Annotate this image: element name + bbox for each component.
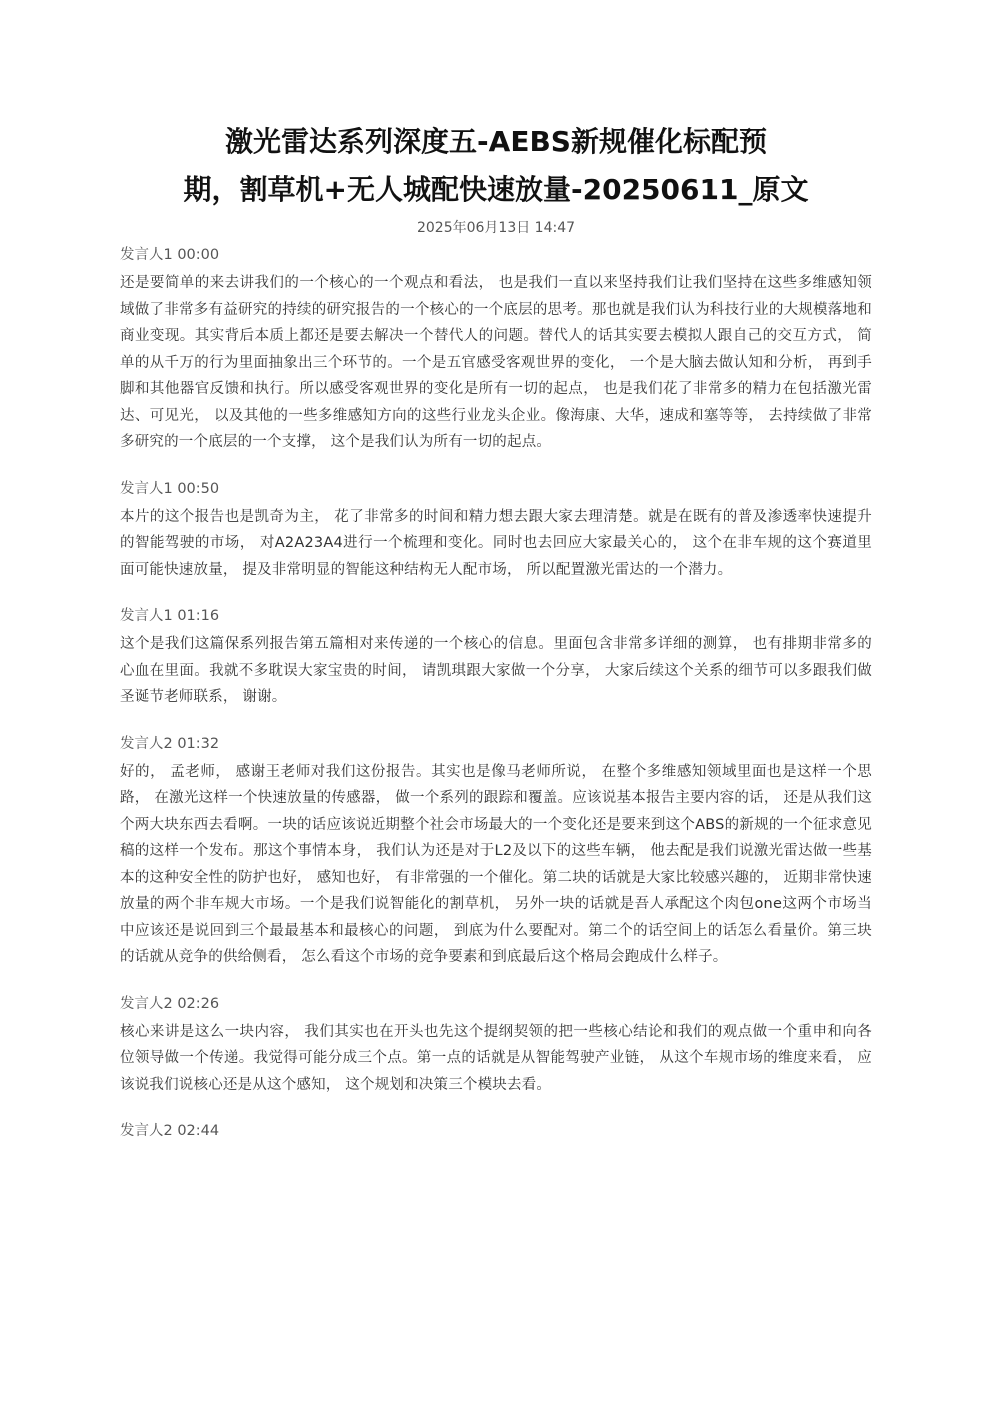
speech-text: 核心来讲是这么一块内容， 我们其实也在开头也先这个提纲契领的把一些核心结论和我们的观点做一个重申和向各位领导做一个传递。我觉得可能分成三个点。第一点的话就是从智能驾驶产业链， 从这个车规市场的维度来看， 应该说我们说核心还是从这个感知， 这个规划和决策三个模块去看。: [120, 1023, 872, 1093]
speaker-label: 发言人1 00:50: [120, 480, 220, 497]
speaker-label: 发言人1 01:16: [120, 608, 220, 624]
document-title: [120, 118, 872, 214]
speech-text: 这个是我们这篇保系列报告第五篇相对来传递的一个核心的信息。里面包含非常多详细的测算， 也有排期非常多的心血在里面。我就不多耽误大家宝贵的时间， 请凯琪跟大家做一个分享， 大家后续这个关系的细节可以多跟我们做圣诞节老师联系， 谢谢。: [120, 636, 872, 705]
speaker-label: 发言人1 00:00: [120, 247, 220, 263]
transcript-segment: [120, 605, 872, 711]
speaker-label: 发言人2 01:32: [120, 735, 220, 752]
transcript-segment: [120, 478, 872, 584]
speaker-label: 发言人2 02:44: [120, 1123, 220, 1139]
title-line-2: 期，割草机+无人城配快速放量-20250611_原文: [183, 173, 809, 206]
speech-text: 本片的这个报告也是凯奇为主， 花了非常多的时间和精力想去跟大家去理清楚。就是在既有的普及渗透率快速提升的智能驾驶的市场， 对A2A23A4进行一个梳理和变化。同时也去回应大家最关心的， 这个在非车规的这个赛道里面可能快速放量， 提及非常明显的智能这种结构无人配市场， 所以配置激光雷达的一个潜力。: [120, 508, 872, 578]
document-date: 2025年06月13日 14:47: [416, 220, 576, 236]
title-line-1: 激光雷达系列深度五-AEBS新规催化标配预: [225, 125, 767, 158]
speech-text: 好的， 孟老师， 感谢王老师对我们这份报告。其实也是像马老师所说， 在整个多维感知领域里面也是这样一个思路， 在激光这样一个快速放量的传感器， 做一个系列的跟踪和覆盖。应该说基本报告主要内容的话， 还是从我们这个两大块东西去看啊。一块的话应该说近期整个社会市场最大的一个变化还是要来到这个ABS的新规的一个征求意见稿的这样一个发布。那这个事情本身， 我们认为还是对于L2及以下的这些车辆， 他去配是我们说激光雷达做一些基本的这种安全性的防护也好， 感知也好， 有非常强的一个催化。第二块的话就是大家比较感兴趣的， 近期非常快速放量的两个非车规大市场。一个是我们说智能化的割草机， 另外一块的话就是吾人承配这个肉包one这两个市场当中应该还是说回到三个最最基本和最核心的问题， 到底为什么要配对。第二个的话空间上的话怎么看量价。第三块的话就从竞争的供给侧看， 怎么看这个市场的竞争要素和到底最后这个格局会跑成什么样子。: [120, 763, 872, 965]
transcript-segment: [120, 733, 872, 971]
speech-text: 还是要简单的来去讲我们的一个核心的一个观点和看法， 也是我们一直以来坚持我们让我们坚持在这些多维感知领域做了非常多有益研究的持续的研究报告的一个核心的一个底层的思考。那也就是我们认为科技行业的大规模落地和商业变现。其实背后本质上都还是要去解决一个替代人的问题。替代人的话其实要去模拟人跟自己的交互方式， 简单的从千万的行为里面抽象出三个环节的。一个是五官感受客观世界的变化， 一个是大脑去做认知和分析， 再到手脚和其他器官反馈和执行。所以感受客观世界的变化是所有一切的起点， 也是我们花了非常多的精力在包括激光雷达、可见光， 以及其他的一些多维感知方向的这些行业龙头企业。像海康、大华，速成和塞等等， 去持续做了非常多研究的一个底层的一个支撑， 这个是我们认为所有一切的起点。: [120, 275, 872, 450]
transcript: [120, 244, 872, 1164]
speaker-label: 发言人2 02:26: [120, 995, 220, 1012]
transcript-segment: [120, 1120, 872, 1142]
transcript-segment: [120, 244, 872, 456]
transcript-segment: [120, 993, 872, 1099]
